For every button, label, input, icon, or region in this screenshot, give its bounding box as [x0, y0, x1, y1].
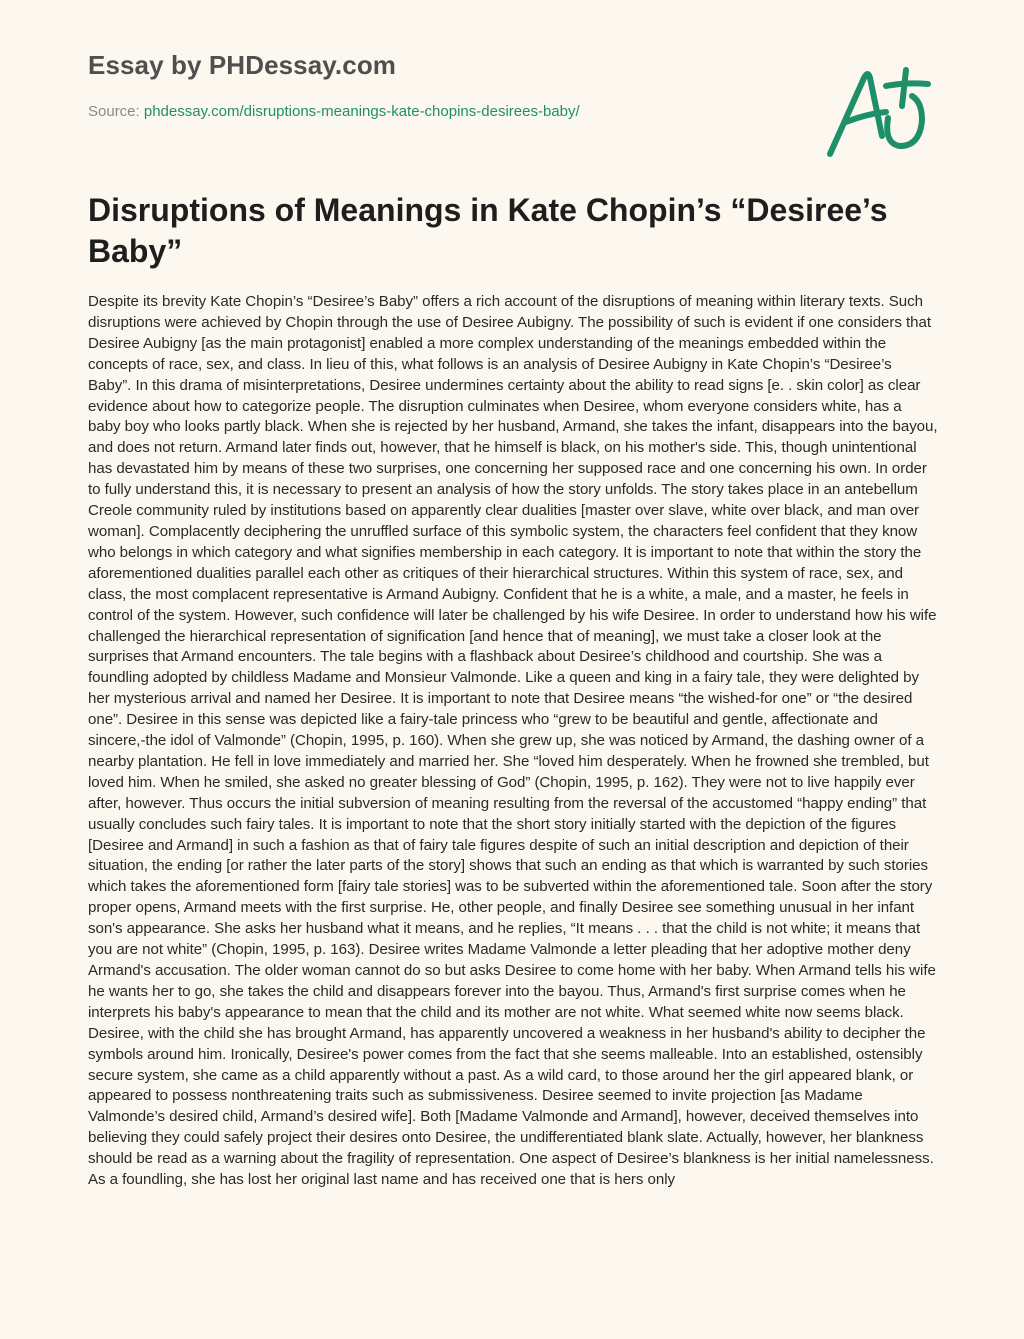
- essay-body: Despite its brevity Kate Chopin’s “Desiree’s Baby” offers a rich account of the disruptions of meaning within literary texts. Such disruptions were achieved by Chopin through the use of Desiree Aubigny. The possibility of such is evident if one considers that Desiree Aubigny [as the main protagonist] enabled a more complex understanding of the meanings embedded within the concepts of race, sex, and class. In lieu of this, what follows is an analysis of Desiree Aubigny in Kate Chopin’s “Desiree’s Baby”. In this drama of misinterpretations, Desiree undermines certainty about the ability to read signs [e. . skin color] as clear evidence about how to categorize people. The disruption culminates when Desiree, whom everyone considers white, has a baby boy who looks partly black. When she is rejected by her husband, Armand, she takes the infant, disappears into the bayou, and does not return. Armand later finds out, however, that he himself is black, on his mother's side. This, though unintentional has devastated him by means of these two surprises, one concerning her supposed race and one concerning his own. In order to fully understand this, it is necessary to present an analysis of how the story unfolds. The story takes place in an antebellum Creole community ruled by institutions based on apparently clear dualities [master over slave, white over black, and man over woman]. Complacently deciphering the unruffled surface of this symbolic system, the characters feel confident that they know who belongs in which category and what signifies membership in each category. It is important to note that within the story the aforementioned dualities parallel each other as critiques of their hierarchical structures. Within this system of race, sex, and class, the most complacent representative is Armand Aubigny. Confident that he is a white, a male, and a master, he feels in control of the system. However, such confidence will later be challenged by his wife Desiree. In order to understand how his wife challenged the hierarchical representation of signification [and hence that of meaning], we must take a closer look at the surprises that Armand encounters. The tale begins with a flashback about Desiree’s childhood and courtship. She was a foundling adopted by childless Madame and Monsieur Valmonde. Like a queen and king in a fairy tale, they were delighted by her mysterious arrival and named her Desiree. It is important to note that Desiree means “the wished-for one” or “the desired one”. Desiree in this sense was depicted like a fairy-tale princess who “grew to be beautiful and gentle, affectionate and sincere,-the idol of Valmonde” (Chopin, 1995, p. 160). When she grew up, she was noticed by Armand, the dashing owner of a nearby plantation. He fell in love immediately and married her. She “loved him desperately. When he frowned she trembled, but loved him. When he smiled, she asked no greater blessing of God” (Chopin, 1995, p. 162). They were not to live happily ever after, however. Thus occurs the initial subversion of meaning resulting from the reversal of the accustomed “happy ending” that usually concludes such fairy tales. It is important to note that the short story initially started with the depiction of the figures [Desiree and Armand] in such a fashion as that of fairy tale figures despite of such an initial description and depiction of their situation, the ending [or rather the later parts of the story] shows that such an ending as that which is warranted by such stories which takes the aforementioned form [fairy tale stories] was to be subverted within the aforementioned tale. Soon after the story proper opens, Armand meets with the first surprise. He, other people, and finally Desiree see something unusual in her infant son's appearance. She asks her husband what it means, and he replies, “It means . . . that the child is not white; it means that you are not white” (Chopin, 1995, p. 163). Desiree writes Madame Valmonde a letter pleading that her adoptive mother deny Armand's accusation. The older woman cannot do so but asks Desiree to come home with her baby. When Armand tells his wife he wants her to go, she takes the child and disappears forever into the bayou. Thus, Armand's first surprise comes when he interprets his baby's appearance to mean that the child and its mother are not white. What seemed white now seems black. Desiree, with the child she has brought Armand, has apparently uncovered a weakness in her husband's ability to decipher the symbols around him. Ironically, Desiree's power comes from the fact that she seems malleable. Into an established, ostensibly secure system, she came as a child apparently without a past. As a wild card, to those around her the girl appeared blank, or appeared to possess nonthreatening traits such as submissiveness. Desiree seemed to invite projection [as Madame Valmonde’s desired child, Armand’s desired wife]. Both [Madame Valmonde and Armand], however, deceived themselves into believing they could safely project their desires onto Desiree, the undifferentiated blank slate. Actually, however, her blankness should be read as a warning about the fragility of representation. One aspect of Desiree’s blankness is her initial namelessness. As a foundling, she has lost her original last name and has received one that is hers only: [88, 293, 938, 1189]
- site-title[interactable]: Essay by PHDessay.com: [88, 50, 397, 80]
- source-link[interactable]: phdessay.com/disruptions-meanings-kate-chopins-desirees-baby/: [143, 103, 580, 120]
- a-plus-logo: [822, 62, 932, 162]
- source-line: [88, 102, 808, 122]
- page-header: [88, 48, 808, 122]
- essay-body-container: [88, 292, 938, 1291]
- a-plus-logo-icon: [822, 62, 932, 162]
- source-label: Source:: [88, 103, 140, 120]
- essay-title: Disruptions of Meanings in Kate Chopin’s “Desiree’s Baby”: [88, 192, 888, 269]
